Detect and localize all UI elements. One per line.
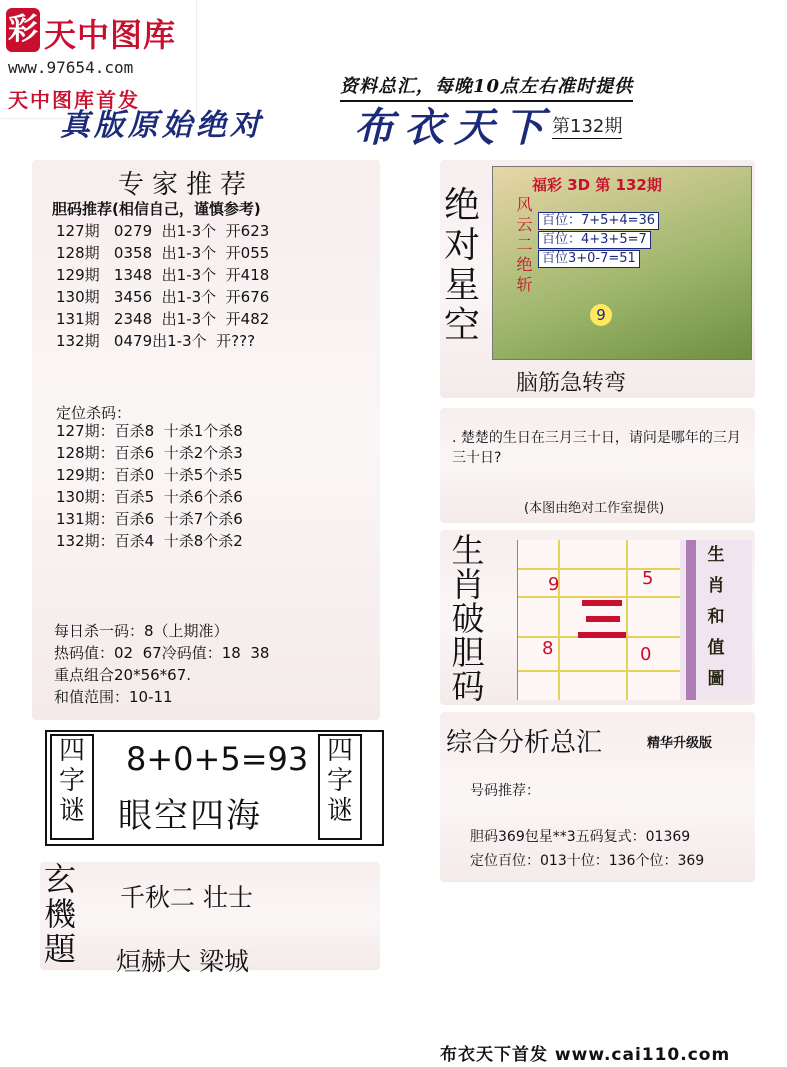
analysis-badge: 精华升级版 [647, 736, 713, 751]
grid-number: 9 [548, 574, 560, 595]
grid-number: 8 [542, 638, 554, 659]
list-item: 129期 1348 出1-3个 开418 [56, 266, 270, 284]
list-item: 127期 0279 出1-3个 开623 [56, 222, 270, 240]
vertical-char: 对 [443, 225, 480, 266]
riddle-question: . 楚楚的生日在三月三十日，请问是哪年的三月三十日? [452, 430, 741, 466]
zodiac-vertical-title [448, 531, 488, 706]
list-item: 132期：百杀4 十杀8个杀2 [56, 532, 243, 550]
side-char: 生 [707, 545, 725, 565]
list-item: 132期 0479出1-3个 开??? [56, 332, 256, 350]
vertical-char: 字 [58, 766, 85, 796]
mystic-vertical-title [40, 862, 80, 967]
site-logo[interactable] [0, 0, 196, 118]
vertical-char: 空 [443, 305, 480, 346]
puzzle-label-right [318, 734, 362, 840]
kill-list [56, 420, 243, 552]
vertical-char: 胆 [451, 633, 485, 672]
logo-name: 天中图库 [44, 16, 177, 54]
list-item: 每日杀一码：8（上期准） [54, 622, 229, 640]
vertical-char: 谜 [58, 796, 85, 826]
formula-3: 百位3+0-7=51 [538, 250, 640, 268]
list-item: 130期：百杀5 十杀6个杀6 [56, 488, 243, 506]
bar-mark [578, 632, 626, 638]
number-badge: 9 [590, 304, 612, 326]
grid-number: 5 [642, 568, 654, 589]
zodiac-side-label [680, 540, 752, 700]
grid-number: 0 [640, 644, 652, 665]
side-char: 肖 [707, 576, 725, 596]
star-vertical-title [442, 186, 482, 346]
zodiac-grid [517, 540, 680, 700]
vertical-char: 破 [451, 599, 485, 638]
issue-number: 第132期 [552, 112, 622, 139]
list-item: 131期：百杀6 十杀7个杀6 [56, 510, 243, 528]
list-item: 重点组合20*56*67. [54, 666, 192, 684]
analysis-line-2: 定位百位：013十位：136个位：369 [470, 853, 705, 869]
top-note: 资料总汇，每晚10点左右准时提供 [340, 72, 633, 102]
vertical-char: 生 [451, 531, 485, 570]
analysis-line-1: 胆码369包星**3五码复式：01369 [470, 829, 691, 845]
footer-credit[interactable]: 布衣天下首发 www.cai110.com [440, 1045, 731, 1065]
vertical-char: 字 [326, 766, 353, 796]
kill-heading: 定位杀码： [56, 404, 132, 422]
side-char: 和 [707, 607, 725, 627]
dan-heading: 胆码推荐(相信自己，谨慎参考) [52, 200, 261, 218]
vertical-char: 四 [326, 736, 353, 766]
logo-subtitle: 天中图库首发 [8, 88, 140, 112]
daily-list [54, 620, 269, 708]
bar-mark [586, 616, 620, 622]
list-item: 128期 0358 出1-3个 开055 [56, 244, 270, 262]
list-item: 129期：百杀0 十杀5个杀5 [56, 466, 243, 484]
mystic-line-2: 烜赫大 梁城 [116, 947, 249, 976]
formula-1: 百位：7+5+4=36 [538, 212, 659, 230]
puzzle-formula: 8+0+5=93 [126, 740, 309, 778]
lottery-head: 福彩 3D 第 132期 [532, 176, 662, 194]
puzzle-label-left [50, 734, 94, 840]
banner-title: 布衣天下 [354, 104, 554, 151]
expert-title: 专家推荐 [118, 170, 255, 200]
lottery-handwriting: 风云二绝斩 [514, 196, 533, 296]
vertical-char: 绝 [443, 185, 480, 226]
banner-strip: 真版原始绝对 [60, 108, 264, 143]
side-char: 圖 [707, 669, 725, 689]
vertical-char: 星 [443, 265, 480, 306]
vertical-char: 肖 [451, 565, 485, 604]
vertical-char: 玄 [43, 860, 76, 898]
list-item: 127期：百杀8 十杀1个杀8 [56, 422, 243, 440]
side-char: 值 [707, 638, 725, 658]
puzzle-text: 眼空四海 [118, 796, 262, 836]
formula-2: 百位：4+3+5=7 [538, 231, 651, 249]
list-item: 热码值：02 67冷码值：18 38 [54, 644, 270, 662]
list-item: 131期 2348 出1-3个 开482 [56, 310, 270, 328]
mystic-line-1: 千秋二 壮士 [120, 883, 253, 912]
vertical-char: 題 [43, 930, 76, 968]
vertical-char: 四 [58, 736, 85, 766]
vertical-char: 機 [43, 895, 76, 933]
analysis-title: 综合分析总汇 [446, 728, 603, 758]
riddle-credit: (本图由绝对工作室提供) [524, 501, 665, 516]
vertical-char: 谜 [326, 796, 353, 826]
logo-url[interactable]: www.97654.com [8, 58, 134, 77]
recommend-label: 号码推荐： [470, 783, 540, 799]
bar-mark [582, 600, 622, 606]
dan-list [56, 220, 269, 352]
vertical-char: 码 [451, 667, 485, 706]
logo-mark: 彩 [6, 8, 40, 52]
list-item: 和值范围：10-11 [54, 688, 173, 706]
list-item: 130期 3456 出1-3个 开676 [56, 288, 270, 306]
list-item: 128期：百杀6 十杀2个杀3 [56, 444, 243, 462]
brain-teaser-title: 脑筋急转弯 [516, 371, 627, 396]
